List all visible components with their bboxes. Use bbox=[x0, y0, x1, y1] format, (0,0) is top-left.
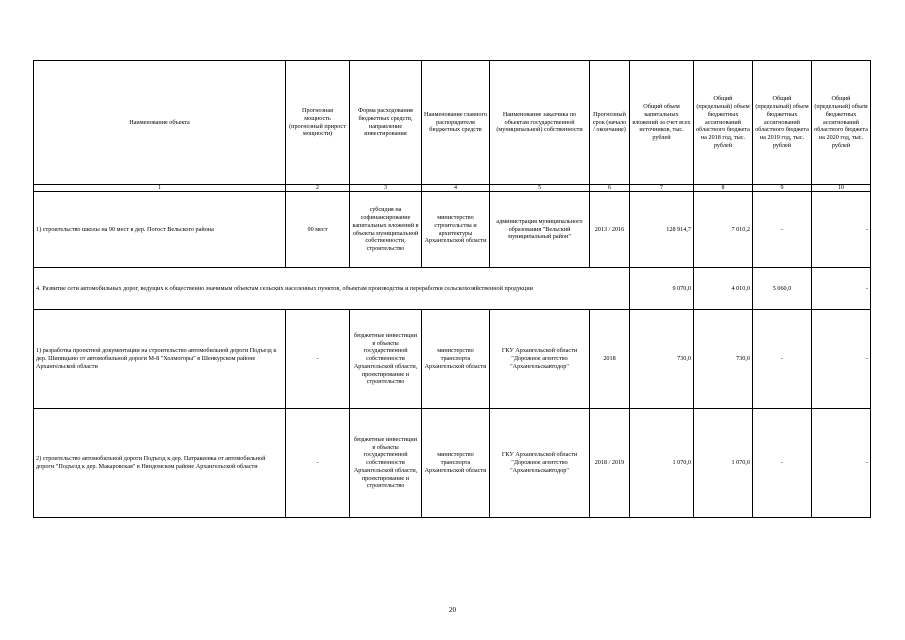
manager-cell: министерство транспорта Архангельской области bbox=[422, 310, 490, 409]
header-term: Прогнозный срок (начало / окончание) bbox=[590, 61, 630, 185]
term-cell: 2018 bbox=[590, 310, 630, 409]
form-cell: бюджетные инвестиции в объекты государственной собственности Архангельской области, проектирование и строительство bbox=[350, 310, 422, 409]
customer-cell: администрация муниципального образования "Вельский муниципальный район" bbox=[490, 192, 590, 268]
object-name-cell: 1) строительство школы на 90 мест в дер. Погост Вельского района bbox=[34, 192, 286, 268]
form-cell: субсидия на софинансирование капитальных вложений в объекты муниципальной собственности, строительство bbox=[350, 192, 422, 268]
object-name-cell: 2) строительство автомобильной дороги Подъезд к дер. Патракеевка от автомобильной дороги "Подъезд к дер. Макаровская" в Няндомском районе Архангельской области bbox=[34, 409, 286, 518]
column-number-row bbox=[34, 185, 871, 192]
amount-2018-cell: 7 010,2 bbox=[694, 192, 753, 268]
section-title: 4. Развитие сети автомобильных дорог, ведущих к общественно значимым объектам сельских населенных пунктов, объектам производства и переработки сельскохозяйственной продукции bbox=[34, 268, 630, 310]
header-customer: Наименование заказчика по объектам государственной (муниципальной) собственности bbox=[490, 61, 590, 185]
amount-2018-cell: 730,0 bbox=[694, 310, 753, 409]
column-number: 2 bbox=[286, 185, 350, 192]
capacity-cell: - bbox=[286, 310, 350, 409]
column-number: 4 bbox=[422, 185, 490, 192]
manager-cell: министерство транспорта Архангельской области bbox=[422, 409, 490, 518]
customer-cell: ГКУ Архангельской области "Дорожное агентство "Архангельскавтодор" bbox=[490, 310, 590, 409]
column-number: 6 bbox=[590, 185, 630, 192]
header-form: Форма расходования бюджетных средств, направление инвестирования bbox=[350, 61, 422, 185]
header-2020: Общий (предельный) объем бюджетных ассигнований областного бюджета на 2020 год, тыс. рублей bbox=[812, 61, 871, 185]
object-name-cell: 1) разработка проектной документации на строительство автомобильной дороги Подъезд к дер. Шипицыно от автомобильной дороги М-8 "Холмогоры" в Шенкурском районе Архангельской области bbox=[34, 310, 286, 409]
total-cell: 730,0 bbox=[630, 310, 694, 409]
amount-2020-cell: - bbox=[812, 409, 871, 518]
section-2019-cell: 5 060,0 bbox=[753, 268, 812, 310]
column-number: 9 bbox=[753, 185, 812, 192]
page-number: 20 bbox=[449, 606, 456, 614]
customer-cell: ГКУ Архангельской области "Дорожное агентство "Архангельскавтодор" bbox=[490, 409, 590, 518]
header-row bbox=[34, 61, 871, 185]
amount-2018-cell: 1 070,0 bbox=[694, 409, 753, 518]
column-number: 3 bbox=[350, 185, 422, 192]
amount-2019-cell: - bbox=[753, 192, 812, 268]
table-row bbox=[34, 192, 871, 268]
column-number: 1 bbox=[34, 185, 286, 192]
header-2019: Общий (предельный) объем бюджетных ассигнований областного бюджета на 2019 год, тыс. рублей bbox=[753, 61, 812, 185]
column-number: 10 bbox=[812, 185, 871, 192]
section-total-cell: 9 070,0 bbox=[630, 268, 694, 310]
amount-2019-cell: - bbox=[753, 409, 812, 518]
table-row bbox=[34, 409, 871, 518]
total-cell: 128 914,7 bbox=[630, 192, 694, 268]
header-object-name: Наименование объекта bbox=[34, 61, 286, 185]
header-2018: Общий (предельный) объем бюджетных ассигнований областного бюджета на 2018 год, тыс. рублей bbox=[694, 61, 753, 185]
total-cell: 1 070,0 bbox=[630, 409, 694, 518]
table-row bbox=[34, 310, 871, 409]
capacity-cell: 90 мест bbox=[286, 192, 350, 268]
amount-2020-cell: - bbox=[812, 310, 871, 409]
amount-2019-cell: - bbox=[753, 310, 812, 409]
investment-table bbox=[33, 60, 871, 518]
section-row bbox=[34, 268, 871, 310]
column-number: 5 bbox=[490, 185, 590, 192]
term-cell: 2013 / 2016 bbox=[590, 192, 630, 268]
header-manager: Наименование главного распорядителя бюджетных средств bbox=[422, 61, 490, 185]
amount-2020-cell: - bbox=[812, 192, 871, 268]
header-total: Общий объем капитальных вложений за счет всех источников, тыс. рублей bbox=[630, 61, 694, 185]
column-number: 8 bbox=[694, 185, 753, 192]
form-cell: бюджетные инвестиции в объекты государственной собственности Архангельской области, проектирование и строительство bbox=[350, 409, 422, 518]
manager-cell: министерство строительства и архитектуры Архангельской области bbox=[422, 192, 490, 268]
section-2020-cell: - bbox=[812, 268, 871, 310]
column-number: 7 bbox=[630, 185, 694, 192]
header-capacity: Прогнозная мощность (прогнозный прирост мощности) bbox=[286, 61, 350, 185]
section-2018-cell: 4 010,0 bbox=[694, 268, 753, 310]
term-cell: 2018 / 2019 bbox=[590, 409, 630, 518]
capacity-cell: - bbox=[286, 409, 350, 518]
